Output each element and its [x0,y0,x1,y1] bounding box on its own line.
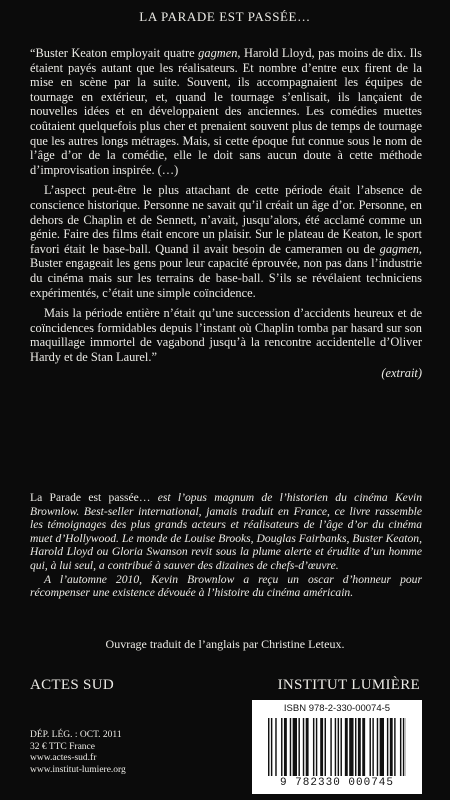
barcode-panel [252,700,422,794]
excerpt-paragraph-2: L’aspect peut-être le plus attachant de cette période était l’absence de conscience historique. Personne ne savait qu’il créait un âge d’or. Personne, en dehors de Chaplin et de Sennett, n’avait, jusqu’alors, été acclamé comme un génie. Faire des films était encore un plaisir. Sur le plateau de Keaton, le sport favori était le base-ball. Quand il avait besoin de cameramen ou de gagmen, Buster engageait les gens pour leur capacité éprouvée, non pas dans l’industrie du cinéma mais sur les terrains de base-ball. S’ils se révélaient techniciens expérimentés, c’était une simple coïncidence. [30,183,422,300]
publisher-name: ACTES SUD [30,677,114,693]
excerpt-paragraph-3: Mais la période entière n’était qu’une succession d’accidents heureux et de coïncidences formidables depuis l’instant où Chaplin tomba par hasard sur son maquillage immortel de vagabond jusqu’à la rencontre accidentelle d’Oliver Hardy et de Stan Laurel.” [30,306,422,364]
translator-credit: Ouvrage traduit de l’anglais par Christine Leteux. [105,637,345,651]
barcode-digits: 9 782330 000745 [279,777,395,789]
extrait-label: (extrait) [381,366,422,381]
website-actes-sud: www.actes-sud.fr [30,753,97,764]
book-description [30,491,422,600]
gagmen-term: gagmen [198,46,238,60]
cover-title: LA PARADE EST PASSÉE… [139,9,311,24]
description-paragraph-2: A l’automne 2010, Kevin Brownlow a reçu un oscar d’honneur pour récompenser une existence dévouée à l’histoire du cinéma américain. [30,572,422,600]
co-publisher-name: INSTITUT LUMIÈRE [277,677,420,693]
description-paragraph-1: La Parade est passée… est l’opus magnum de l’historien du cinéma Kevin Brownlow. Best-seller international, jamais traduit en France, ce livre rassemble les témoignages des plus grands acteurs et réalisateurs de l’âge d’or du cinéma muet d’Hollywood. Le monde de Louise Brooks, Douglas Fairbanks, Buster Keaton, Harold Lloyd ou Gloria Swanson revit sous la plume alerte et érudite d’un homme qui, à lui seul, a contribué à sauver des dizaines de chefs-d’œuvre. [30,491,422,572]
book-title-inline: La Parade est passée… [30,491,151,504]
legal-info [30,730,126,776]
website-institut-lumiere: www.institut-lumiere.org [30,764,126,775]
isbn-text: ISBN 978-2-330-00074-5 [283,703,391,714]
excerpt-block [30,46,422,381]
legal-deposit: DÉP. LÉG. : OCT. 2011 [30,730,122,740]
gagmen-term: gagmen [379,241,419,256]
price: 32 € TTC France [30,741,95,752]
barcode-icon [268,718,406,776]
excerpt-paragraph-1: “Buster Keaton employait quatre gagmen, Harold Lloyd, pas moins de dix. Ils étaient payés autant que les réalisateurs. Et nombre d’entre eux firent de la mise en scène par la suite. Souvent, ils accompagnaient les équipes de tournage en extérieur, et, quand le tournage s’enlisait, ils lançaient de nouvelles idées et en développaient des anciennes. Les comédies muettes coûtaient quelquefois plus cher et prenaient souvent plus de temps de tournage que les autres longs métrages. Mais, si cette époque fut connue sous le nom de l’âge d’or de la comédie, elle le doit sans aucun doute à cette méthode d’improvisation inspirée. (…) [30,46,422,177]
